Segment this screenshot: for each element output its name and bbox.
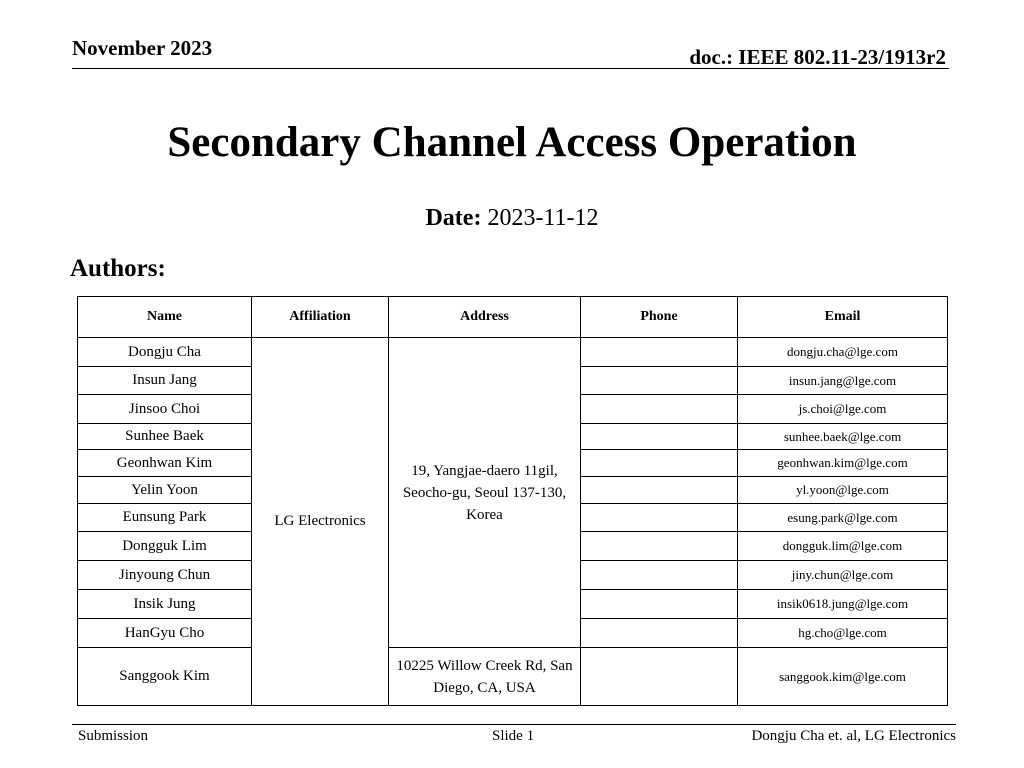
author-affiliation: LG Electronics [252, 338, 389, 706]
author-name: Insik Jung [78, 590, 252, 619]
author-name: Insun Jang [78, 367, 252, 395]
author-email: dongju.cha@lge.com [738, 338, 948, 367]
author-name: Jinyoung Chun [78, 561, 252, 590]
column-header-email: Email [738, 297, 948, 338]
author-phone [581, 424, 738, 450]
footer-submission: Submission [78, 728, 149, 744]
author-phone [581, 450, 738, 477]
author-phone [581, 532, 738, 561]
author-phone [581, 648, 738, 706]
author-phone [581, 367, 738, 395]
author-name: Eunsung Park [78, 504, 252, 532]
column-header-affiliation: Affiliation [252, 297, 389, 338]
author-phone [581, 561, 738, 590]
date-line [0, 205, 1024, 232]
author-email: insik0618.jung@lge.com [738, 590, 948, 619]
author-phone [581, 395, 738, 424]
author-email: insun.jang@lge.com [738, 367, 948, 395]
author-name: Jinsoo Choi [78, 395, 252, 424]
date-value: 2023-11-12 [487, 205, 599, 231]
author-name: Dongju Cha [78, 338, 252, 367]
author-email: esung.park@lge.com [738, 504, 948, 532]
author-phone [581, 504, 738, 532]
author-name: Dongguk Lim [78, 532, 252, 561]
column-header-address: Address [389, 297, 581, 338]
author-phone [581, 619, 738, 648]
date-label: Date: [425, 205, 482, 231]
author-phone [581, 338, 738, 367]
author-phone [581, 590, 738, 619]
column-header-phone: Phone [581, 297, 738, 338]
table-row [78, 338, 948, 367]
author-name: Geonhwan Kim [78, 450, 252, 477]
author-email: dongguk.lim@lge.com [738, 532, 948, 561]
author-name: Sunhee Baek [78, 424, 252, 450]
author-email: sanggook.kim@lge.com [738, 648, 948, 706]
author-name: Sanggook Kim [78, 648, 252, 706]
header-doc-id: doc.: IEEE 802.11-23/1913r2 [689, 45, 946, 69]
author-name: HanGyu Cho [78, 619, 252, 648]
header-date: November 2023 [72, 36, 213, 60]
author-email: js.choi@lge.com [738, 395, 948, 424]
author-email: hg.cho@lge.com [738, 619, 948, 648]
footer-divider [72, 724, 956, 725]
column-header-name: Name [78, 297, 252, 338]
slide-title: Secondary Channel Access Operation [167, 119, 857, 166]
table-row [78, 648, 948, 706]
footer-slide-number: Slide 1 [492, 728, 535, 744]
author-address: 19, Yangjae-daero 11gil, Seocho-gu, Seoul 137-130, Korea [389, 338, 581, 648]
author-email: yl.yoon@lge.com [738, 477, 948, 504]
header-divider [72, 68, 949, 69]
author-phone [581, 477, 738, 504]
author-email: geonhwan.kim@lge.com [738, 450, 948, 477]
footer-authors: Dongju Cha et. al, LG Electronics [751, 728, 956, 744]
table-header-row [78, 297, 948, 338]
authors-table [77, 296, 948, 706]
author-address-us: 10225 Willow Creek Rd, San Diego, CA, USA [389, 648, 581, 706]
author-email: jiny.chun@lge.com [738, 561, 948, 590]
author-email: sunhee.baek@lge.com [738, 424, 948, 450]
author-name: Yelin Yoon [78, 477, 252, 504]
authors-heading: Authors: [70, 255, 166, 282]
